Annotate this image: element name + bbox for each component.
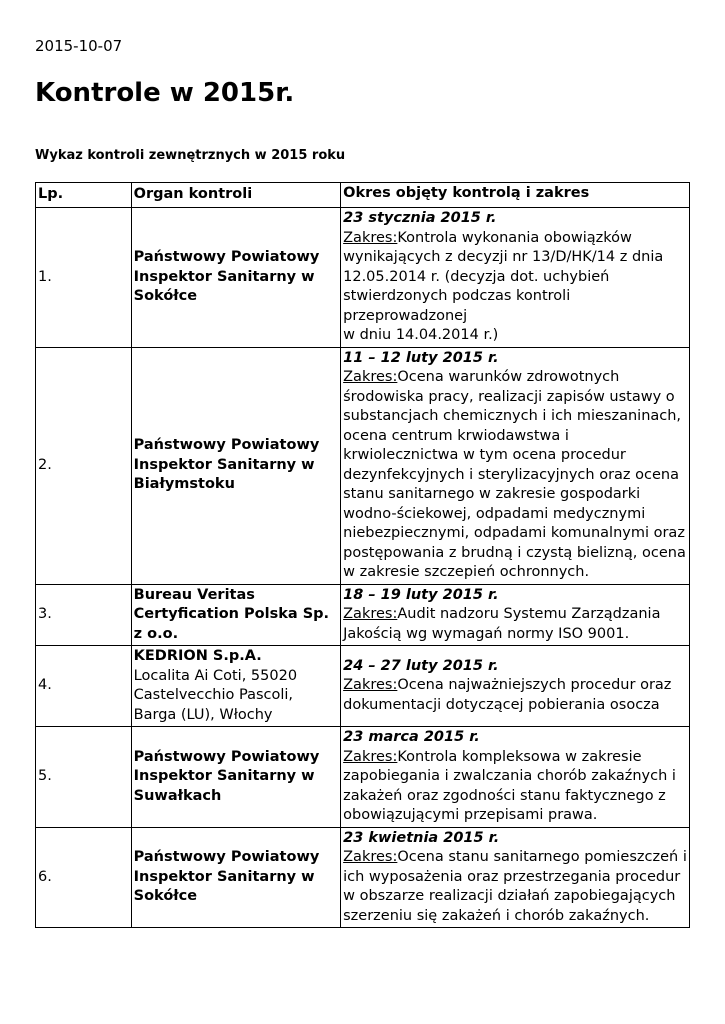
inspection-date: 18 – 19 luty 2015 r. (343, 586, 499, 603)
inspection-date: 23 kwietnia 2015 r. (343, 829, 500, 846)
inspection-details (341, 727, 690, 828)
inspection-date: 23 stycznia 2015 r. (343, 210, 497, 226)
table-row (36, 347, 690, 584)
scope-text: Kontrola kompleksowa w zakresie zapobiegania i zwalczania chorób zakaźnych i zakażeń oraz zgodności stanu faktycznego z obowiązującymi przepisami prawa. (343, 748, 676, 823)
inspection-authority (131, 584, 340, 646)
inspection-date: 24 – 27 luty 2015 r. (343, 657, 499, 674)
document-date: 2015-10-07 (35, 37, 123, 55)
table-header-row (36, 183, 690, 208)
scope-label: Zakres: (343, 748, 398, 765)
header-scope: Okres objęty kontrolą i zakres (341, 183, 690, 208)
scope-text: Audit nadzoru Systemu Zarządzania Jakością wg wymagań normy ISO 9001. (343, 606, 661, 642)
table-row (36, 208, 690, 348)
table-row (36, 646, 690, 727)
scope-extra-text: w dniu 14.04.2014 r.) (343, 327, 499, 343)
authority-name: Państwowy Powiatowy Inspektor Sanitarny w Sokółce (133, 849, 320, 904)
inspection-details (341, 584, 690, 646)
table-row (36, 827, 690, 928)
scope-text: Ocena stanu sanitarnego pomieszczeń i ich wyposażenia oraz przestrzegania procedur w obszarze realizacji działań zapobiegających szerzeniu się zakażeń i chorób zakaźnych. (343, 849, 687, 924)
row-number: 5. (36, 727, 132, 828)
row-number: 1. (36, 208, 132, 348)
row-number: 3. (36, 584, 132, 646)
authority-address: Localita Ai Coti, 55020 Castelvecchio Pascoli, Barga (LU), Włochy (133, 667, 298, 723)
page-title: Kontrole w 2015r. (35, 78, 295, 108)
inspection-authority (131, 727, 340, 828)
header-organ: Organ kontroli (131, 183, 340, 208)
inspection-authority (131, 208, 340, 348)
inspection-authority (131, 646, 340, 727)
scope-label: Zakres: (343, 229, 398, 246)
inspection-details (341, 646, 690, 727)
row-number: 4. (36, 646, 132, 727)
authority-name: KEDRION S.p.A. (133, 648, 262, 664)
row-number: 2. (36, 347, 132, 584)
authority-name: Państwowy Powiatowy Inspektor Sanitarny w Suwałkach (133, 748, 320, 804)
scope-label: Zakres: (343, 849, 398, 865)
scope-label: Zakres: (343, 606, 398, 622)
inspections-table (35, 182, 690, 928)
inspection-details (341, 827, 690, 928)
table-row (36, 584, 690, 646)
inspection-authority (131, 347, 340, 584)
inspection-details (341, 347, 690, 584)
scope-text: Ocena najważniejszych procedur oraz dokumentacji dotyczącej pobierania osocza (343, 677, 672, 713)
header-lp: Lp. (36, 183, 132, 208)
inspection-date: 23 marca 2015 r. (343, 729, 480, 745)
authority-name: Państwowy Powiatowy Inspektor Sanitarny w Białymstoku (133, 437, 320, 493)
scope-label: Zakres: (343, 369, 398, 385)
scope-text: Ocena warunków zdrowotnych środowiska pracy, realizacji zapisów ustawy o substancjach chemicznych i ich mieszaninach, ocena centrum krwiodawstwa i krwiolecznictwa w tym ocena procedur dezynfekcyjnych i sterylizacyjnych oraz ocena stanu sanitarnego w zakresie gospodarki wodno-ściekowej, odpadami medycznymi niebezpiecznymi, odpadami komunalnymi oraz postępowania z brudną i czystą bielizną, ocena w zakresie szczepień ochronnych. (343, 369, 686, 580)
scope-label: Zakres: (343, 677, 398, 694)
inspection-authority (131, 827, 340, 928)
authority-name: Państwowy Powiatowy Inspektor Sanitarny w Sokółce (133, 249, 320, 304)
authority-name: Bureau Veritas Certyfication Polska Sp. z o.o. (133, 586, 330, 642)
table-caption: Wykaz kontroli zewnętrznych w 2015 roku (35, 148, 346, 163)
row-number: 6. (36, 827, 132, 928)
inspection-date: 11 – 12 luty 2015 r. (343, 349, 499, 366)
inspection-details (341, 208, 690, 348)
table-row (36, 727, 690, 828)
scope-text: Kontrola wykonania obowiązków wynikających z decyzji nr 13/D/HK/14 z dnia 12.05.2014 r. (decyzja dot. uchybień stwierdzonych podczas kontroli przeprowadzonej (343, 229, 664, 324)
